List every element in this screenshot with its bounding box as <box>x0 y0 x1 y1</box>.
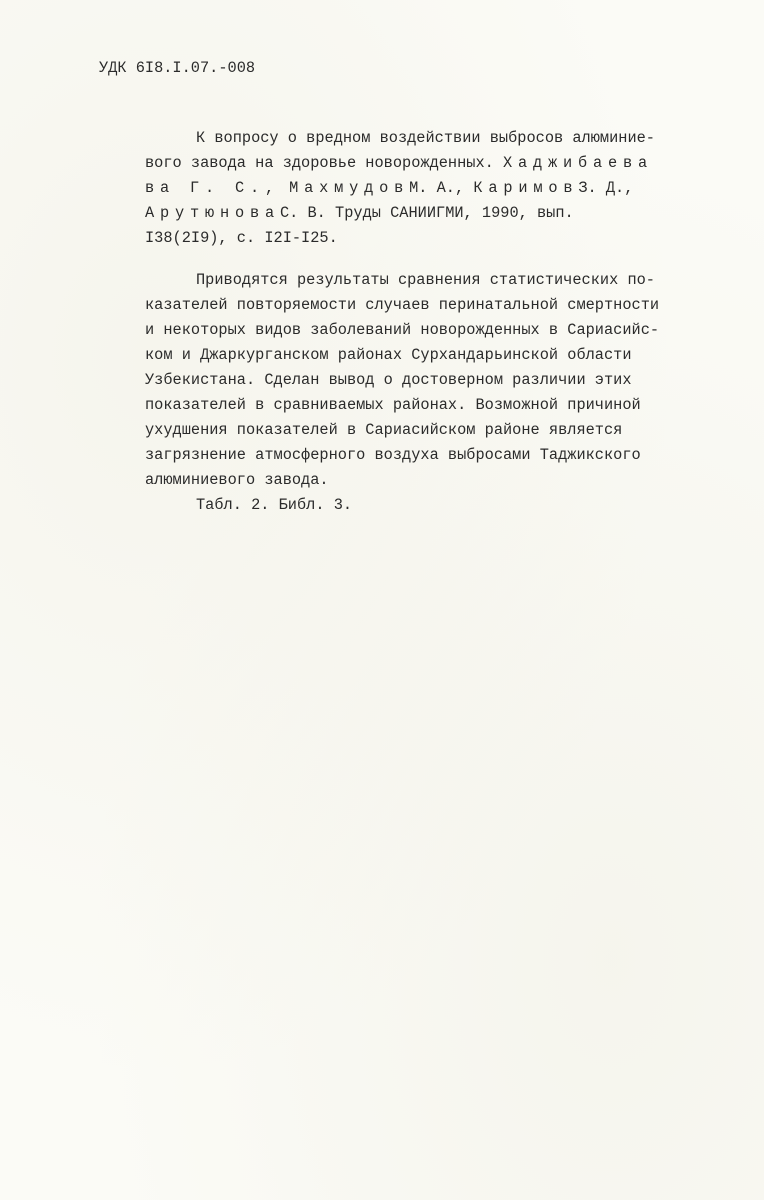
abstract-line-3: и некоторых видов заболеваний новорожденных в Сариасийс- <box>145 321 660 339</box>
abstract-line-5: Узбекистана. Сделан вывод о достоверном различии этих <box>145 371 632 389</box>
abstract-line-2: казателей повторяемости случаев перинатальной смертности <box>145 296 660 314</box>
citation-line-5: I38(2I9), с. I2I-I25. <box>145 229 338 247</box>
abstract-line-7: ухудшения показателей в Сариасийском районе является <box>145 421 623 439</box>
citation-line-1: К вопросу о вредном воздействии выбросов алюминие- <box>196 129 655 147</box>
citation-line-2 <box>145 151 653 175</box>
author-4-initials: С. В. <box>279 204 326 222</box>
citation-title-end: вого завода на здоровье новорожденных. <box>145 154 494 172</box>
abstract-line-8: загрязнение атмосферного воздуха выбросами Таджикского <box>145 446 641 464</box>
udk-code: УДК 6I8.I.07.-008 <box>99 59 256 77</box>
abstract-line-4: ком и Джаркурганском районах Сурхандарьинской области <box>145 346 632 364</box>
tables-references: Табл. 2. Библ. 3. <box>196 496 353 514</box>
author-1-surname-end: ва Г. С., <box>145 179 280 197</box>
author-2-initials: М. А., <box>409 179 465 197</box>
citation-line-3 <box>145 176 633 200</box>
abstract-line-6: показателей в сравниваемых районах. Возможной причиной <box>145 396 641 414</box>
author-4-surname: Арутюнова <box>145 204 280 222</box>
abstract-line-1: Приводятся результаты сравнения статистических по- <box>196 271 655 289</box>
author-2-surname: Махмудов <box>289 179 410 197</box>
citation-source: Труды САНИИГМИ, 1990, вып. <box>335 204 574 222</box>
abstract-line-9: алюминиевого завода. <box>145 471 329 489</box>
citation-line-4 <box>145 201 574 225</box>
author-3-initials: З. Д., <box>578 179 634 197</box>
author-3-surname: Каримов <box>473 179 579 197</box>
author-1-surname-start: Хаджибаева <box>503 154 653 172</box>
